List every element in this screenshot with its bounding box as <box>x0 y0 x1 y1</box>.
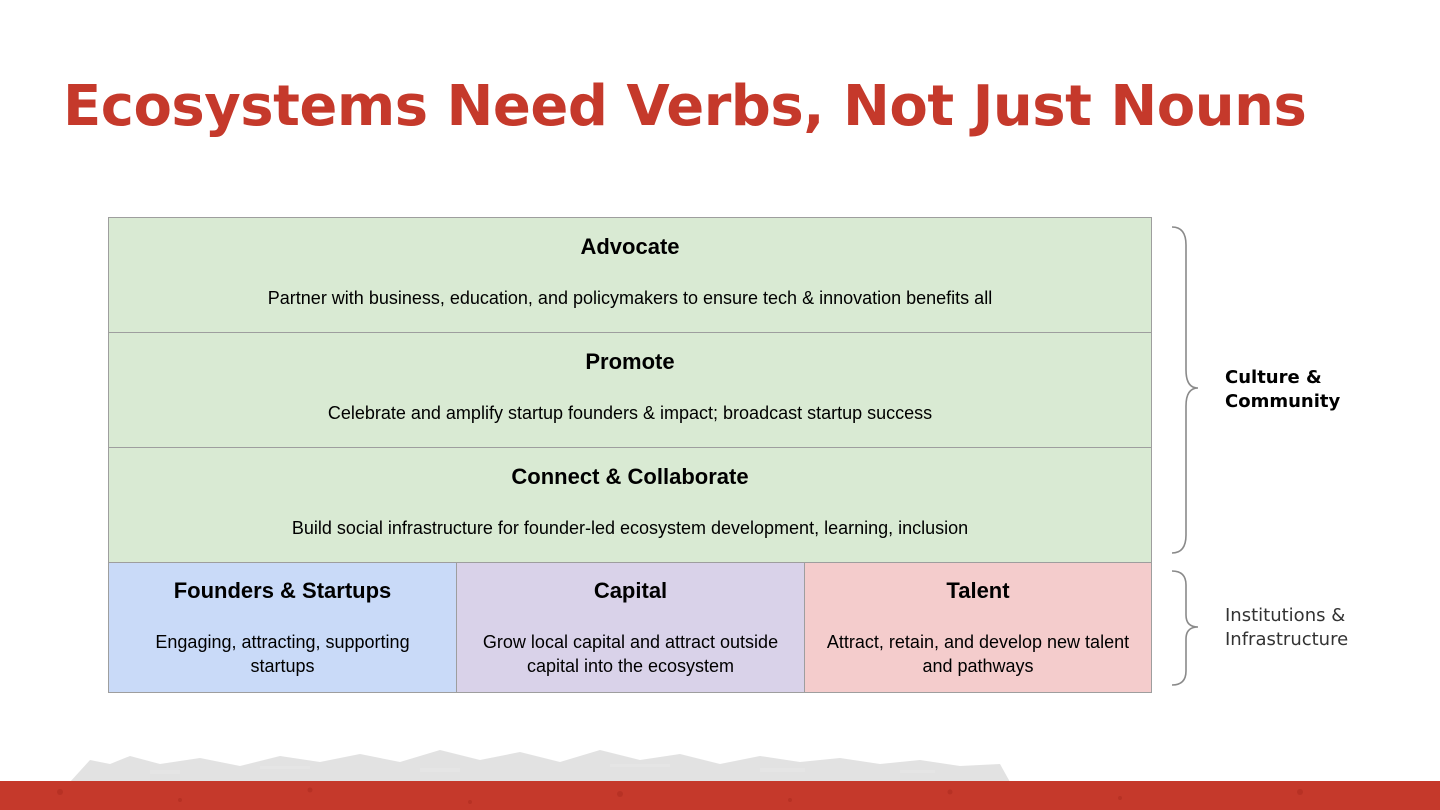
talent-cell <box>804 562 1152 693</box>
culture-label-line1: Culture & <box>1225 367 1322 388</box>
advocate-title: Advocate <box>580 234 680 259</box>
talent-title: Talent <box>946 578 1010 603</box>
connect-collaborate-title: Connect & Collaborate <box>511 464 749 489</box>
institutions-infrastructure-label <box>1225 604 1415 652</box>
capital-description: Grow local capital and attract outside capital into the ecosystem <box>482 632 779 676</box>
ecosystem-table <box>108 217 1152 693</box>
promote-description: Celebrate and amplify startup founders & impact; broadcast startup success <box>327 403 933 423</box>
founders-startups-cell <box>108 562 457 693</box>
connect-collaborate-description: Build social infrastructure for founder-led ecosystem development, learning, inclusion <box>291 518 969 538</box>
founders-startups-title: Founders & Startups <box>173 578 392 603</box>
institutions-label-line2: Infrastructure <box>1225 629 1349 650</box>
capital-title: Capital <box>593 578 668 603</box>
institutions-brace-icon <box>1168 569 1208 689</box>
founders-startups-description: Engaging, attracting, supporting startups <box>155 632 410 676</box>
promote-row <box>108 332 1152 448</box>
institutions-label-line1: Institutions & <box>1225 605 1346 626</box>
advocate-row <box>108 217 1152 333</box>
promote-title: Promote <box>585 349 675 374</box>
slide-title: Ecosystems Need Verbs, Not Just Nouns <box>63 74 1307 139</box>
capital-cell <box>456 562 805 693</box>
talent-description: Attract, retain, and develop new talent and pathways <box>826 632 1130 676</box>
culture-label-line2: Community <box>1225 391 1341 412</box>
culture-brace-icon <box>1168 225 1208 555</box>
advocate-description: Partner with business, education, and policymakers to ensure tech & innovation benefits all <box>267 288 993 308</box>
culture-community-label <box>1225 366 1415 414</box>
footer-decoration <box>0 720 1440 810</box>
connect-collaborate-row <box>108 447 1152 563</box>
